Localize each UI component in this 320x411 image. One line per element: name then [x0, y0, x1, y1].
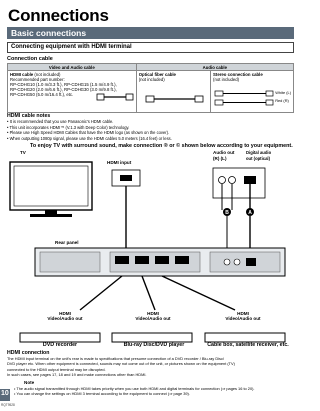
optical-cable-cell: [136, 71, 210, 113]
cable-box-icon: [205, 333, 285, 342]
col-video-audio: Video and Audio cable: [8, 64, 137, 71]
digital-audio-label: Digital audio: [246, 150, 272, 155]
hdmi-input-label: HDMI input: [107, 160, 132, 165]
white-label: White: [275, 90, 286, 95]
audio-out-label: Audio out: [213, 150, 235, 155]
audio-out-label-group: [213, 150, 234, 161]
hdmi-connection-line: DVD player etc. When other equipment is connected, sounds may not come out of the unit, or pictures shown on the equipment (TV): [7, 361, 235, 367]
rear-panel-label: Rear panel: [55, 240, 79, 245]
hdmi-line3: RP-CDHG50 (5.0 m/16.4 ft.), etc.: [10, 92, 74, 97]
notes-list: [7, 119, 295, 141]
hdmi-io-sub: Video/Audio out: [47, 316, 83, 322]
marker-a-text: A: [248, 210, 252, 216]
hdmi-connection-heading: HDMI connection: [7, 350, 50, 356]
hdmi-connection-line: The HDMI input terminal on the unit's rear is made to specifications that presume connection of a DVD recorder / Blu-ray Disc/: [7, 356, 224, 361]
note-item: • It is recommended that you use Panasonic's HDMI cable.: [7, 119, 114, 124]
hdmi-cable-title: HDMI cable: [10, 72, 34, 77]
hdmi-text: HDMI: [147, 311, 159, 316]
note-label-text: Note: [24, 380, 35, 385]
note-item: • When outputting 1080p signal, please use the HDMI cables 5.0 meters (16.4 feet) or less.: [7, 135, 172, 141]
surround-instruction: To enjoy TV with surround sound, make connection ® or © shown below according to your equipment.: [30, 143, 293, 149]
note-lines: [14, 386, 296, 397]
note-line: • You can change the settings on HDMI 3 terminal according to the equipment to connect (⇒ page 39).: [14, 391, 190, 397]
hdmi-recommended: Recommended part number:: [10, 77, 65, 82]
dvd-recorder-label: DVD recorder: [42, 342, 78, 348]
cable-heading: Connection cable: [7, 56, 53, 62]
hdmi-connection-line: connected to the HDMI output terminal may be disrupted.: [7, 366, 106, 372]
optical-cable-icon: [145, 93, 205, 105]
col-audio: Audio cable: [136, 64, 293, 71]
hdmi-cable-sub: (not included): [34, 72, 61, 77]
cable-table: [7, 63, 294, 113]
hdmi-text: HDMI: [59, 311, 71, 316]
stereo-cable-title: Stereo connection cable: [213, 72, 263, 77]
red-ch: (R): [283, 98, 289, 103]
page-title: Connections: [8, 6, 109, 25]
page-number: 10: [1, 390, 9, 397]
hdmi-line1: RP-CDHG10 (1.0 m/3.3 ft.), RP-CDHG15 (1.5 m/4.9 ft.),: [10, 82, 117, 87]
note-item: • This unit incorporates HDMI™ (V.1.3 with Deep Color) technology.: [7, 124, 130, 130]
bluray-label: Blu-ray Disc/DVD player: [123, 342, 185, 348]
dvd-hdmi-label: [40, 311, 90, 322]
doc-code: RQT9528: [1, 403, 15, 407]
note-label: [24, 380, 34, 385]
notes-heading: HDMI cable notes: [7, 113, 51, 119]
note-item: • Please use High Speed HDMI Cables that have the HDMI logo (as shown on the cover).: [7, 130, 170, 136]
tv-label: TV: [20, 150, 26, 155]
optical-cable-sub: (not included): [138, 77, 165, 82]
section-bar: Basic connections: [7, 27, 294, 39]
optical-cable-title: Optical fiber cable: [138, 72, 176, 77]
cablebox-hdmi-label: [218, 311, 268, 322]
sub-heading: Connecting equipment with HDMI terminal: [7, 42, 294, 53]
red-label: Red: [275, 98, 283, 103]
white-ch: (L): [286, 90, 291, 95]
rear-panel: [35, 248, 285, 276]
note-line: • The audio signal transmitted through HDMI takes priority when you use both HDMI and digital terminals for connection (⇒ pages 16 to 20).: [14, 386, 255, 391]
stereo-cable-cell: [211, 71, 294, 113]
hdmi-line2: RP-CDHG20 (2.0 m/6.6 ft.), RP-CDHG30 (3.0 m/9.8 ft.),: [10, 87, 117, 92]
stereo-cable-icon: [214, 89, 274, 109]
tv-icon: [10, 162, 92, 217]
hdmi-connection-text: [7, 356, 294, 377]
stereo-cable-sub: (not included): [213, 77, 240, 82]
hdmi-io-sub: Video/Audio out: [225, 316, 261, 322]
bluray-hdmi-label: [128, 311, 178, 322]
digital-audio-label-group: [246, 150, 271, 161]
digital-audio-sub: out (optical): [246, 155, 270, 161]
cable-box-label: Cable box, satellite receiver, etc.: [207, 342, 289, 348]
hdmi-cable-icon: [96, 91, 134, 103]
hdmi-text: HDMI: [237, 311, 249, 316]
hdmi-connection-line: In such cases, see pages 17, 18 and 19 and make connections other than HDMI.: [7, 371, 147, 377]
audio-out-ch: (R) (L): [213, 155, 227, 161]
bluray-player-icon: [112, 333, 192, 342]
dvd-recorder-icon: [20, 333, 100, 342]
hdmi-io-sub: Video/Audio out: [135, 316, 171, 322]
marker-b-text: B: [225, 210, 229, 216]
hdmi-cable-cell: [8, 71, 137, 113]
